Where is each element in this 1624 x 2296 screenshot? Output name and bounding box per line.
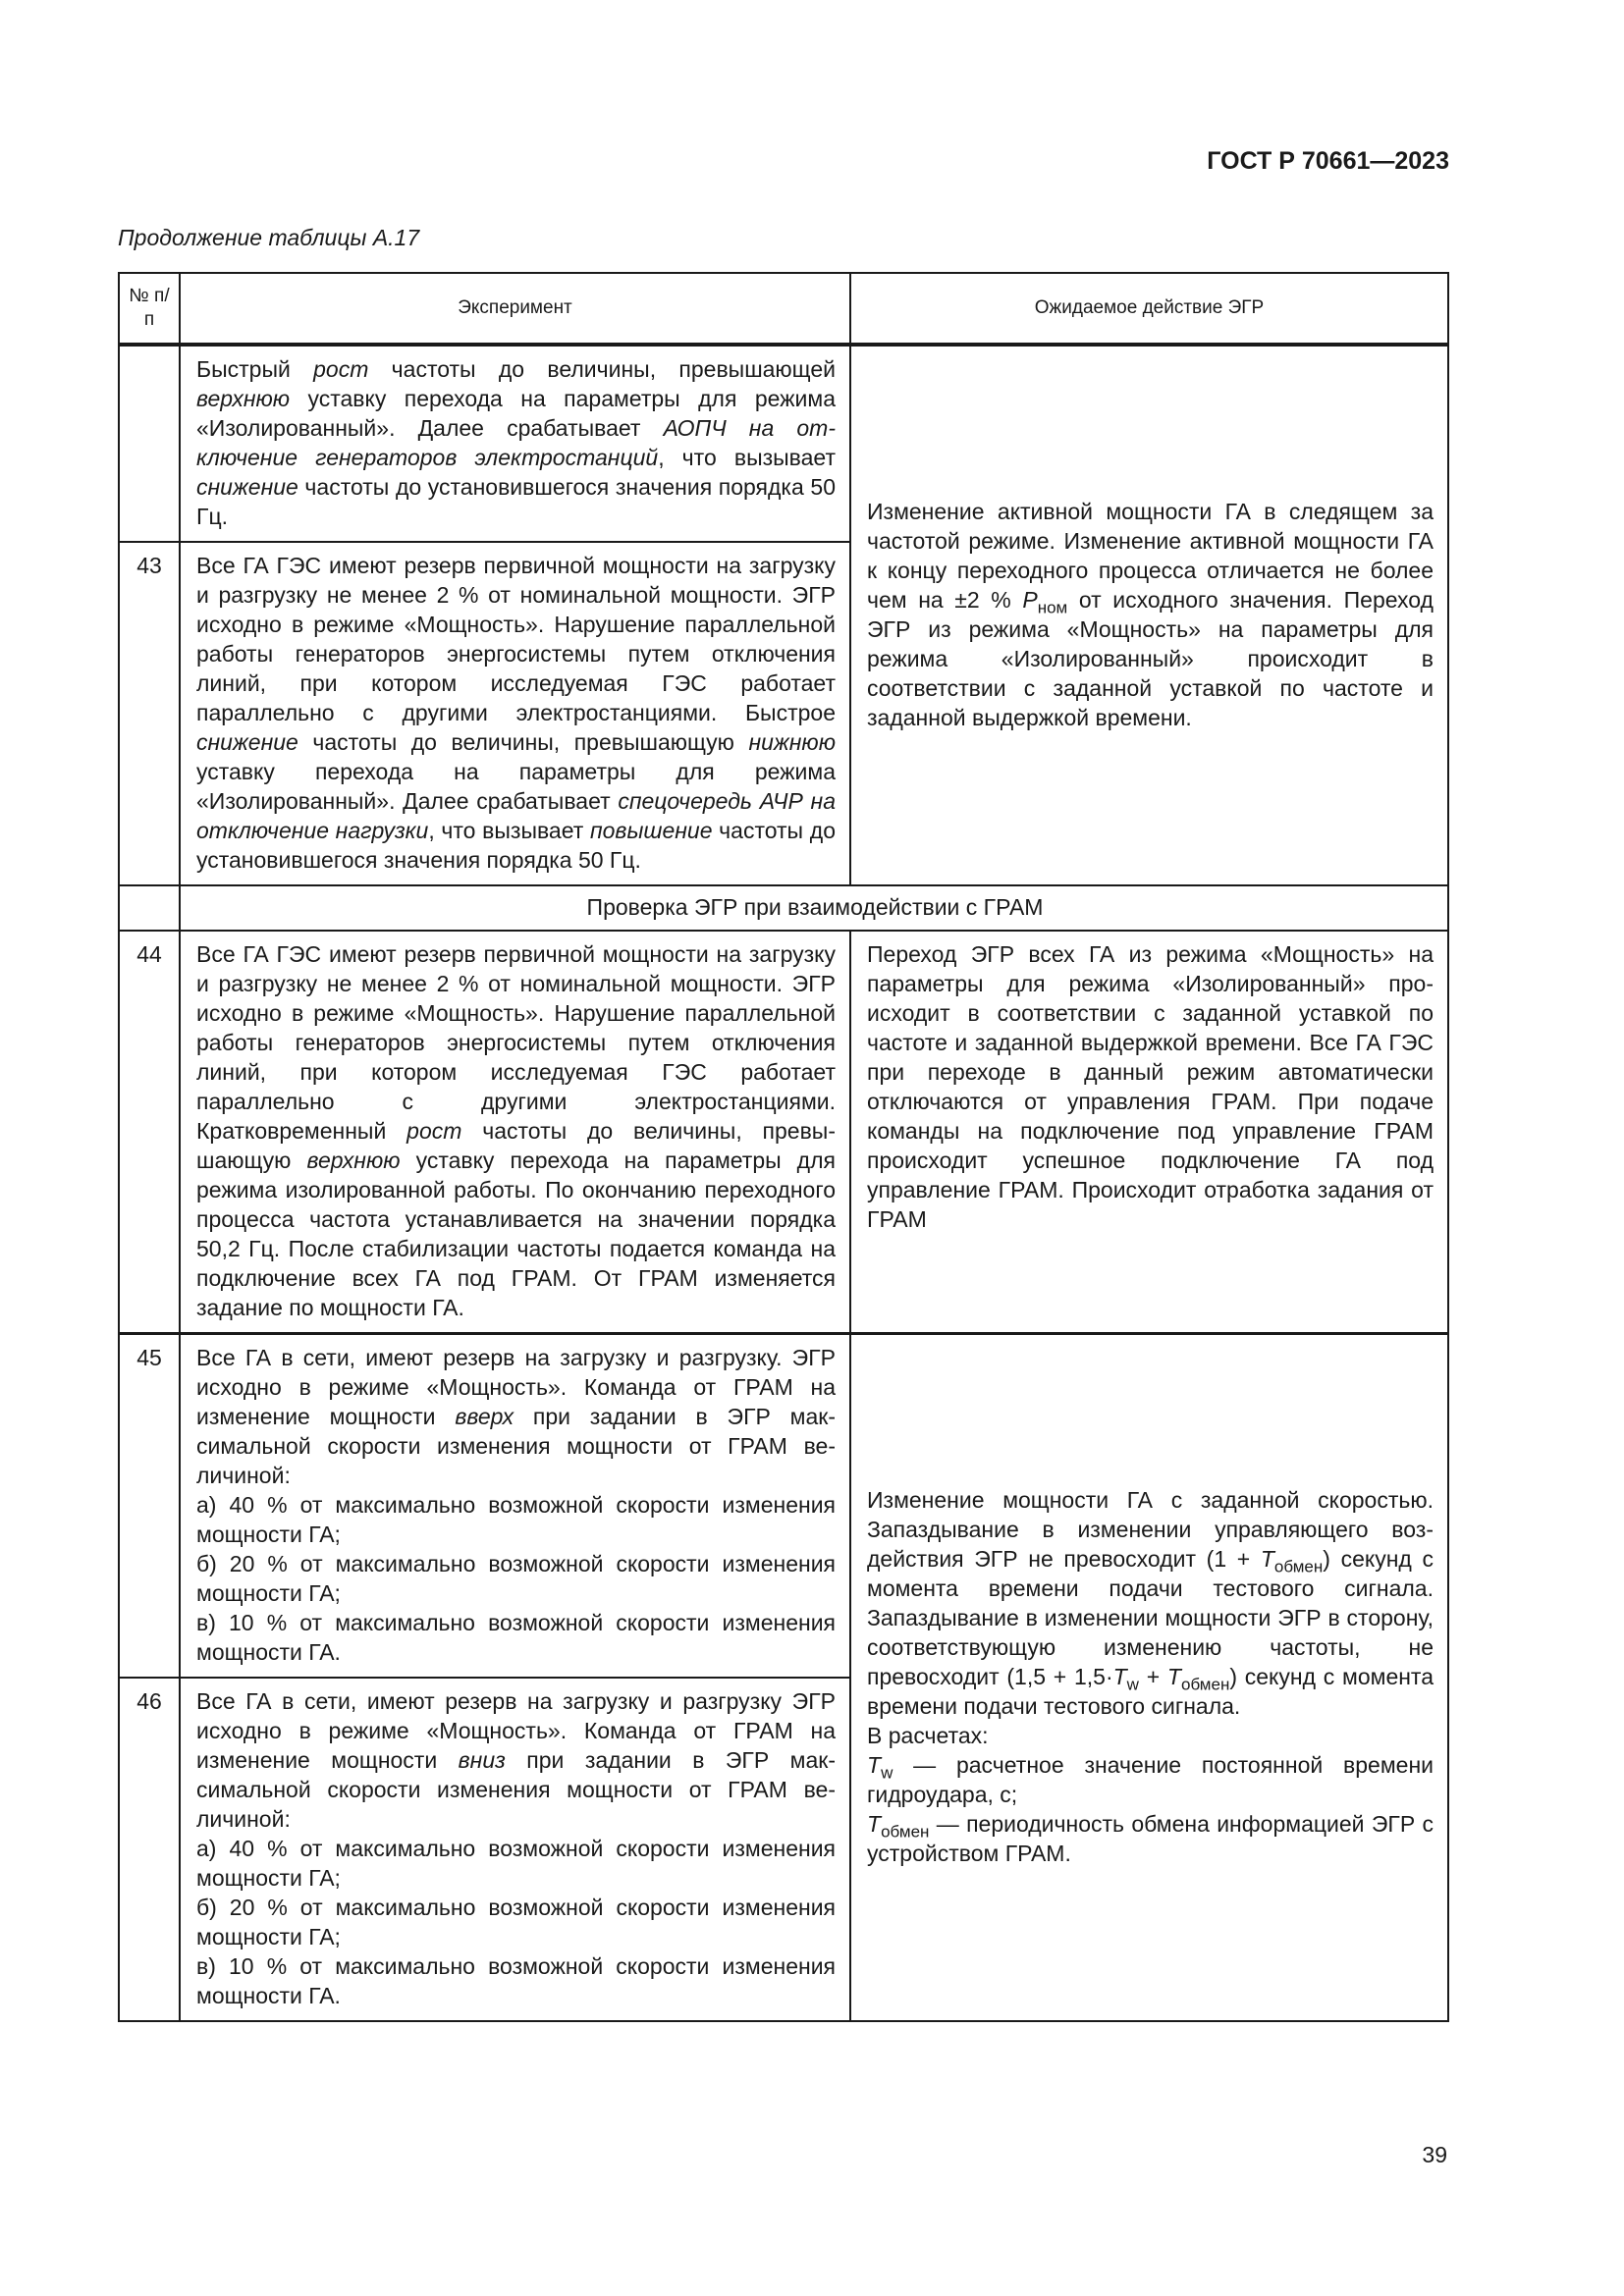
list-item-a: а) 40 % от максимально возможной скорости изменения мощности ГА; (196, 1492, 836, 1547)
italic-run: верхнюю (196, 386, 291, 411)
subscript: ном (1037, 598, 1068, 617)
text-run: , что вызывает (428, 818, 590, 843)
italic-run: нижнюю (748, 729, 836, 755)
italic-run: спецочередь АЧР на отключение нагрузки (196, 788, 836, 843)
subscript: обмен (881, 1822, 930, 1842)
text-run: уставку перехода на параметры для режима изолированной работы. По окончанию переходного процесса частота устанавливается на значении порядка 50,2 Гц. После стабилизации частоты подается команда на подключение всех ГА под ГРАМ. От ГРАМ изменяется задание по мощности ГА. (196, 1148, 836, 1320)
subscript: w (1126, 1675, 1139, 1694)
table-caption: Продолжение таблицы А.17 (118, 225, 420, 250)
text-run: Все ГА в сети, имеют резерв на загрузку и разгрузку ЭГР исходно в режиме «Мощность». Команда от ГРАМ на изменение мощности (196, 1688, 836, 1773)
list-item-a: а) 40 % от максимально возможной скорости изменения мощности ГА; (196, 1836, 836, 1891)
experiment-cell (180, 345, 850, 542)
subscript: w (881, 1763, 893, 1783)
row-num: 45 (119, 1334, 180, 1679)
text-run: частоты до установившегося значения порядка 50 Гц. (196, 818, 836, 873)
table-section-row (119, 885, 1448, 931)
italic-run: повышение (589, 818, 713, 843)
expected-cell-45-46 (850, 1334, 1448, 2022)
italic-run: вниз (458, 1747, 506, 1773)
header-expected-action: Ожидаемое действие ЭГР (850, 273, 1448, 345)
italic-run: АОПЧ на отключение генераторов электростанций (196, 415, 836, 470)
experiment-cell (180, 1334, 850, 1679)
table-header-row (119, 273, 1448, 345)
text-run: + (1138, 1664, 1167, 1689)
symbol-t: T (867, 1811, 882, 1837)
list-item-c: в) 10 % от максимально возможной скорости изменения мощности ГА. (196, 1610, 836, 1665)
italic-run: рост (406, 1118, 462, 1144)
symbol-t: T (1260, 1546, 1274, 1572)
text-run: от исходного значения. Переход ЭГР из режима «Мощность» на параметры для режима «Изолированный» происходит в соответствии с заданной уставкой по частоте и заданной выдержкой времени. (867, 587, 1434, 730)
experiment-cell (180, 1678, 850, 2021)
text-run: Изменение мощности ГА с заданной скоростью. Запаздывание в изменении управляющего воздействия ЭГР не превосходит (1 + (867, 1487, 1434, 1572)
symbol-t: T (1166, 1664, 1181, 1689)
experiment-cell (180, 931, 850, 1334)
italic-run: рост (313, 356, 369, 382)
row-num-empty (119, 345, 180, 542)
table-row-continuation (119, 345, 1448, 542)
text-run: , что вызывает (658, 445, 836, 470)
symbol-t: T (1112, 1664, 1127, 1689)
header-num: № п/п (119, 273, 180, 345)
row-num: 43 (119, 542, 180, 885)
row-num-empty (119, 885, 180, 931)
text-run: ) секунд с момента времени подачи тестового сигнала. Запаздывание в изменении мощности ЭГР в сторону, соответствующую изменению частоты, не превосходит (1,5 + 1,5· (867, 1546, 1434, 1689)
text-run: при задании в ЭГР максимальной скорости изменения мощности от ГРАМ величиной: (196, 1404, 837, 1488)
text-run: уставку перехода на параметры для режима «Изолированный». Далее срабатывает (196, 759, 836, 814)
italic-run: вверх (455, 1404, 514, 1429)
text-run: ) секунд с момента времени подачи тестового сигнала. (867, 1664, 1434, 1719)
italic-run: снижение (196, 729, 298, 755)
text-run: частоты до величины, превышающей (368, 356, 836, 382)
expected-cell-44: Переход ЭГР всех ГА из режима «Мощность» на параметры для режима «Изолированный» происходит в соответствии с заданной уставкой по частоте и заданной выдержкой времени. Все ГА ГЭС при переходе в данный режим автоматически отключаются от управления ГРАМ. При подаче команды на подключение под управление ГРАМ происходит успешное подключение ГА под управление ГРАМ. Происходит отработка задания от ГРАМ (850, 931, 1448, 1334)
text-run: Все ГА ГЭС имеют резерв первичной мощности на загрузку и разгрузку не менее 2 % от номинальной мощности. ЭГР исходно в режиме «Мощность». Нарушение параллельной работы генераторов энергосистемы путем отключения линий, при котором исследуемая ГЭС работает параллельно с другими электростанциями. Быстрое (196, 553, 836, 725)
text-run: — расчетное значение постоянной времени гидроудара, с; (867, 1752, 1434, 1807)
symbol-p: P (1022, 587, 1038, 613)
experiment-cell (180, 542, 850, 885)
document-standard-number: ГОСТ Р 70661—2023 (1207, 147, 1449, 175)
text-run: Быстрый (196, 356, 314, 382)
list-item-c: в) 10 % от максимально возможной скорости изменения мощности ГА. (196, 1953, 836, 2008)
text-run: частоты до величины, превышающую (298, 729, 749, 755)
text-run: Все ГА в сети, имеют резерв на загрузку и разгрузку. ЭГР исходно в режиме «Мощность». Команда от ГРАМ на изменение мощности (196, 1345, 836, 1429)
experiment-table (118, 272, 1449, 2022)
italic-run: верхнюю (306, 1148, 401, 1173)
italic-run: снижение (196, 474, 298, 500)
subscript: обмен (1273, 1557, 1324, 1576)
row-num: 44 (119, 931, 180, 1334)
text-run: при задании в ЭГР максимальной скорости изменения мощности от ГРАМ величиной: (196, 1747, 837, 1832)
text-run: частоты до величины, превышающую (196, 1118, 837, 1173)
text-run: В расчетах: (867, 1723, 989, 1748)
subscript: обмен (1180, 1675, 1230, 1694)
list-item-b: б) 20 % от максимально возможной скорости изменения мощности ГА; (196, 1551, 836, 1606)
table-row-44 (119, 931, 1448, 1334)
text-run: частоты до установившегося значения порядка 50 Гц. (196, 474, 836, 529)
text-run: Все ГА ГЭС имеют резерв первичной мощности на загрузку и разгрузку не менее 2 % от номинальной мощности. ЭГР исходно в режиме «Мощность». Нарушение параллельной работы генераторов энергосистемы путем отключения линий, при котором исследуемая ГЭС работает параллельно с другими электростанциями. Кратковременный (196, 941, 836, 1144)
header-experiment: Эксперимент (180, 273, 850, 345)
text-run: — периодичность обмена информацией ЭГР с устройством ГРАМ. (867, 1811, 1434, 1866)
expected-cell-43 (850, 345, 1448, 885)
text-run: уставку перехода на параметры для режима «Изолированный». Далее срабатывает (196, 386, 836, 441)
symbol-t: T (867, 1752, 882, 1778)
page-number: 39 (1422, 2142, 1447, 2167)
table-row-45 (119, 1334, 1448, 1679)
row-num: 46 (119, 1678, 180, 2021)
section-title: Проверка ЭГР при взаимодействии с ГРАМ (180, 885, 1448, 931)
text-run: Изменение активной мощности ГА в следящем за частотой режиме. Изменение активной мощности ГА к концу переходного процесса отличается не более чем на ±2 % (867, 499, 1434, 613)
list-item-b: б) 20 % от максимально возможной скорости изменения мощности ГА; (196, 1895, 836, 1949)
